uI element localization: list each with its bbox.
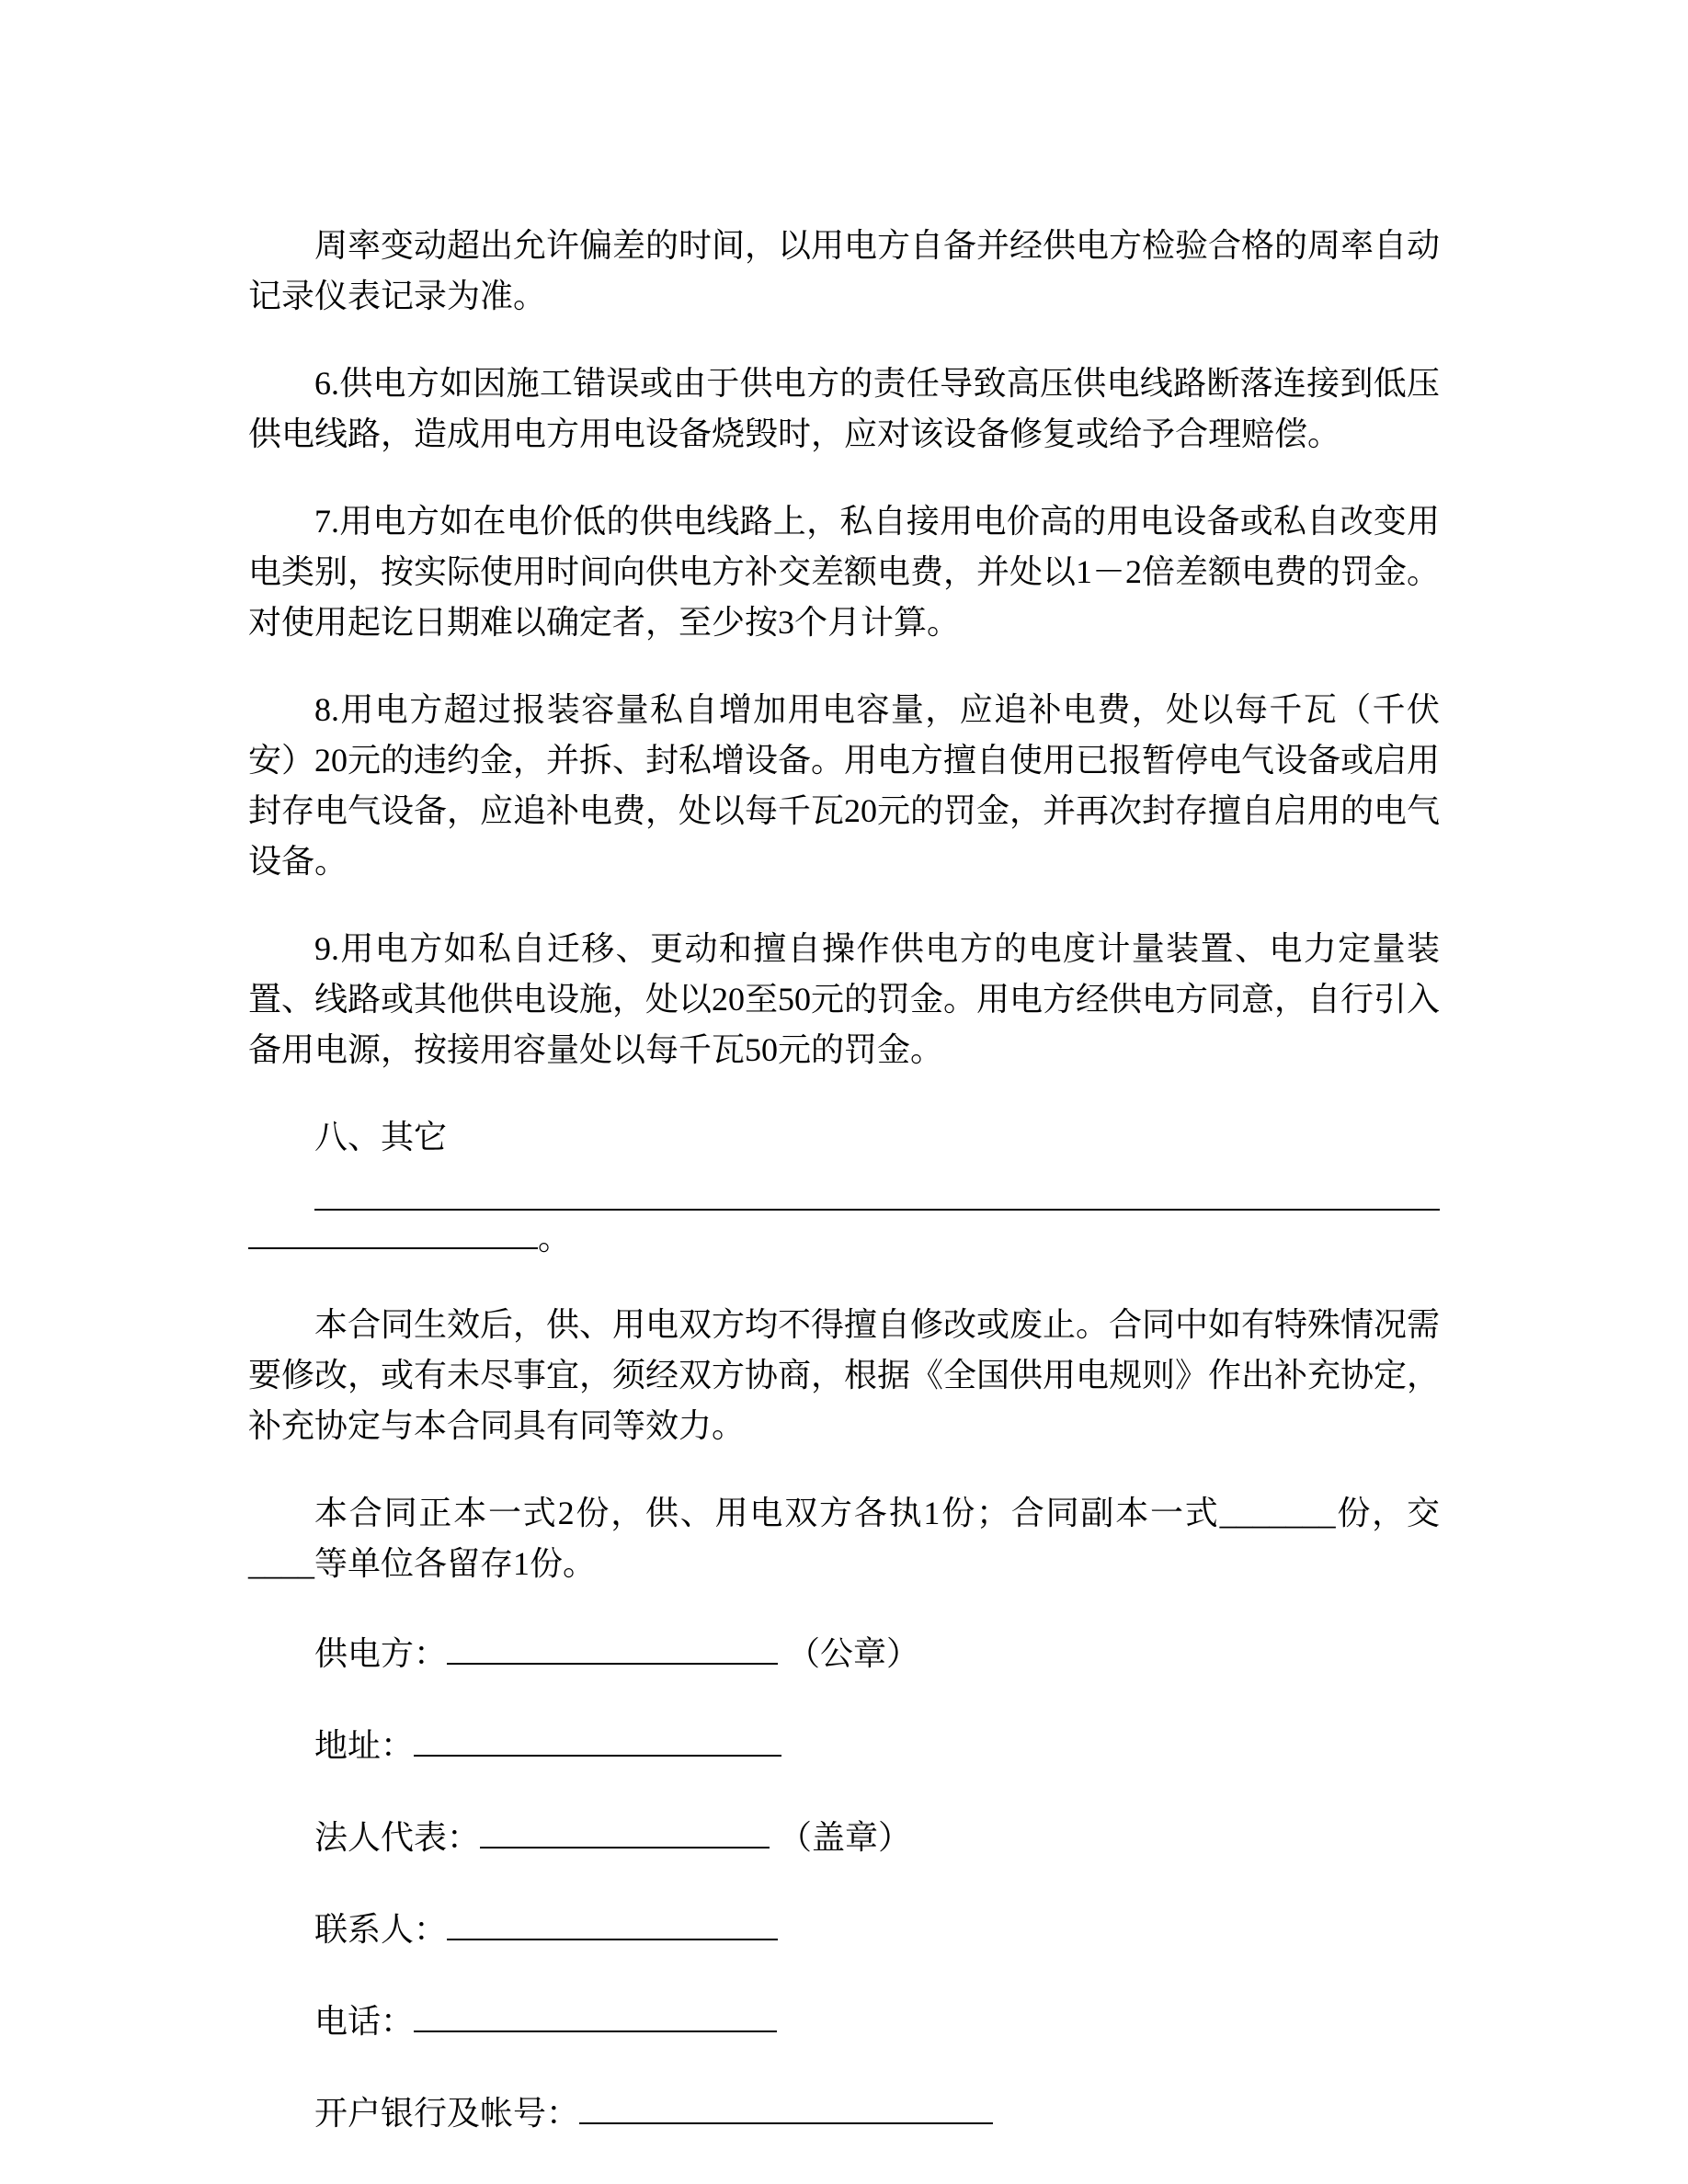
signature-label-address: 地址： bbox=[314, 1727, 415, 1764]
paragraph-copies: 本合同正本一式2份，供、用电双方各执1份；合同副本一式_______份，交____等单位各留存1份。 bbox=[248, 1495, 1440, 1582]
signature-label-bank-account: 开户银行及帐号： bbox=[314, 2095, 580, 2132]
section-heading-other: 八、其它 bbox=[314, 1119, 448, 1155]
signature-suffix-legal-rep-seal: （盖章） bbox=[779, 1819, 912, 1856]
signature-row-contact bbox=[248, 1902, 1440, 1955]
signature-blank-bank-account bbox=[579, 2086, 993, 2124]
signature-label-legal-rep: 法人代表： bbox=[314, 1819, 481, 1856]
signature-suffix-supplier-seal: （公章） bbox=[787, 1635, 920, 1672]
signature-label-contact: 联系人： bbox=[314, 1911, 448, 1948]
signature-row-legal-rep bbox=[248, 1810, 1440, 1863]
paragraph-clause-7: 7.用电方如在电价低的供电线路上，私自接用电价高的用电设备或私自改变用电类别，按实际使用时间向供电方补交差额电费，并处以1－2倍差额电费的罚金。对使用起讫日期难以确定者，至少按3个月计算。 bbox=[248, 503, 1441, 641]
paragraph-amendment: 本合同生效后，供、用电双方均不得擅自修改或废止。合同中如有特殊情况需要修改，或有未尽事宜，须经双方协商，根据《全国供用电规则》作出补充协定，补充协定与本合同具有同等效力。 bbox=[248, 1306, 1441, 1444]
blank-line-terminator: 。 bbox=[538, 1220, 572, 1257]
blank-line-short bbox=[248, 1211, 538, 1249]
blank-line-row bbox=[248, 1211, 1440, 1261]
signature-row-address bbox=[248, 1718, 1440, 1771]
signature-blank-address bbox=[414, 1718, 781, 1757]
signature-label-supplier: 供电方： bbox=[314, 1635, 448, 1672]
paragraph-clause-6: 6.供电方如因施工错误或由于供电方的责任导致高压供电线路断落连接到低压供电线路，造成用电方用电设备烧毁时，应对该设备修复或给予合理赔偿。 bbox=[248, 365, 1440, 452]
signature-row-supplier bbox=[248, 1626, 1440, 1679]
blank-line-full bbox=[314, 1163, 1440, 1211]
signature-blank-legal-rep bbox=[480, 1810, 770, 1848]
signature-blank-contact bbox=[447, 1902, 778, 1940]
signature-row-bank-account bbox=[248, 2086, 1440, 2139]
signature-label-phone: 电话： bbox=[314, 2003, 415, 2040]
signature-row-phone bbox=[248, 1994, 1440, 2047]
signature-blank-phone bbox=[414, 1994, 777, 2032]
paragraph-clause-8: 8.用电方超过报装容量私自增加用电容量，应追补电费，处以每千瓦（千伏安）20元的违约金，并拆、封私增设备。用电方擅自使用已报暂停电气设备或启用封存电气设备，应追补电费，处以每千瓦20元的罚金，并再次封存擅自启用的电气设备。 bbox=[248, 691, 1441, 880]
paragraph-frequency-record: 周率变动超出允许偏差的时间，以用电方自备并经供电方检验合格的周率自动记录仪表记录为准。 bbox=[248, 227, 1441, 314]
paragraph-clause-9: 9.用电方如私自迁移、更动和擅自操作供电方的电度计量装置、电力定量装置、线路或其他供电设施，处以20至50元的罚金。用电方经供电方同意，自行引入备用电源，按接用容量处以每千瓦50元的罚金。 bbox=[248, 930, 1441, 1068]
signature-blank-supplier bbox=[447, 1626, 778, 1665]
